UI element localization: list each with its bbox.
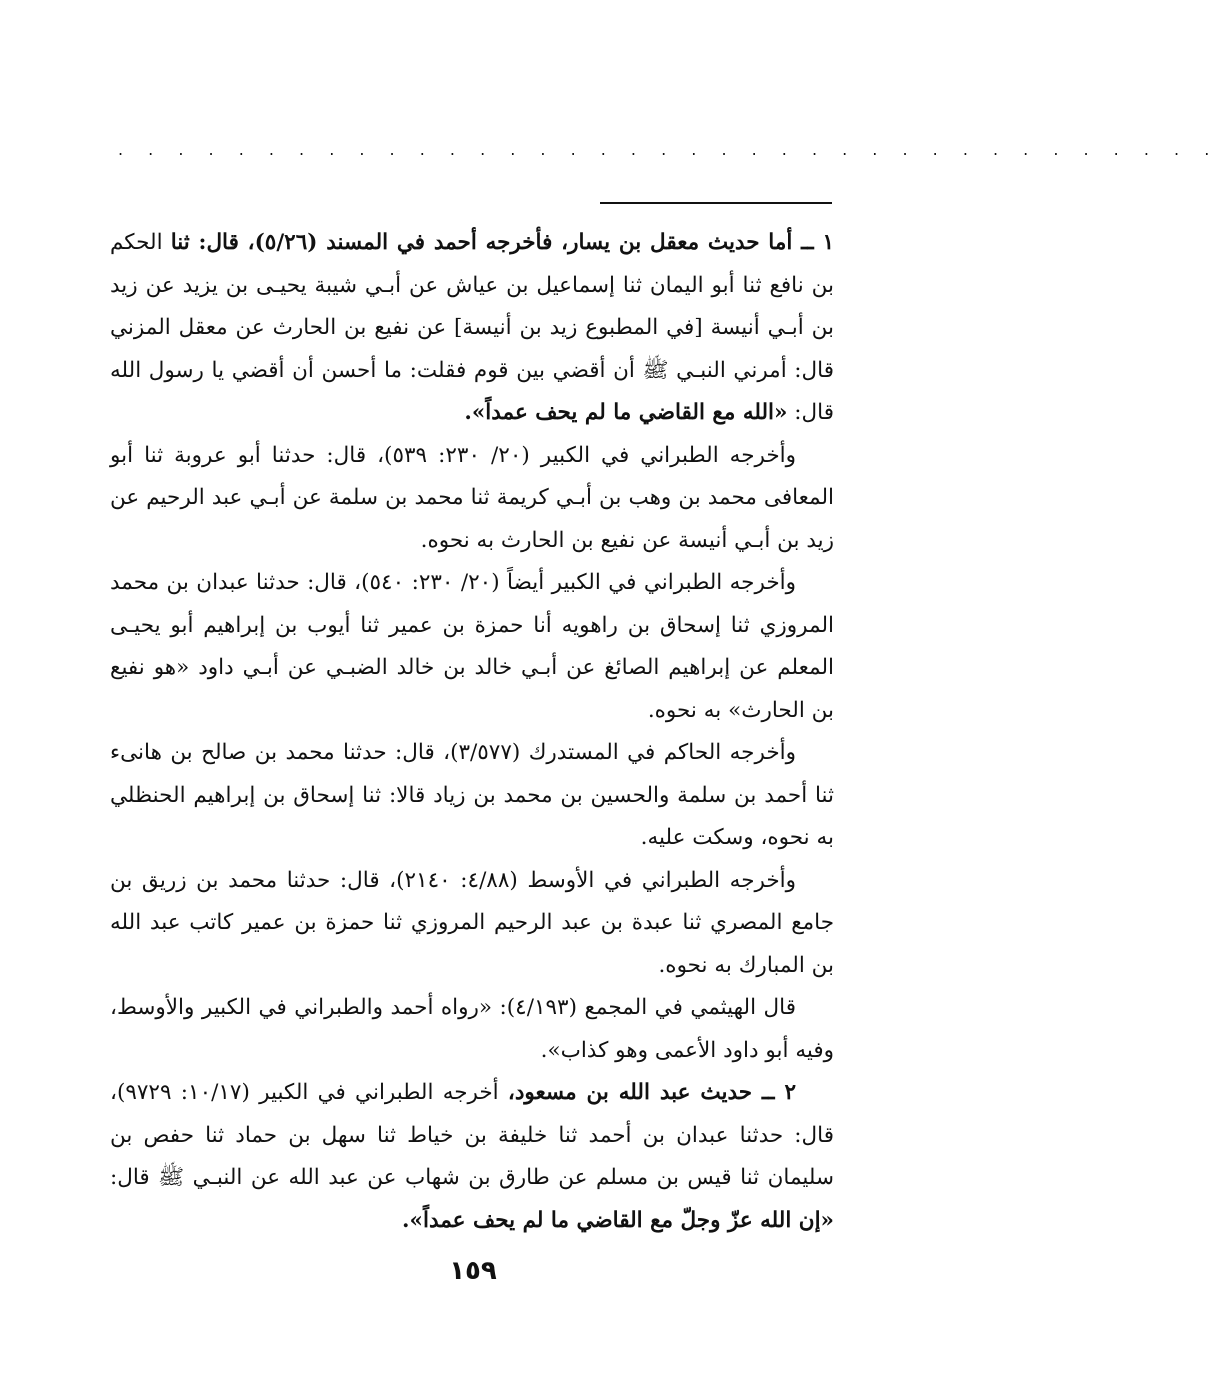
paragraph-4: وأخرجه الحاكم في المستدرك (٣/٥٧٧)، قال: حدثنا محمد بن صالح بن هانىء ثنا أحمد بن سلمة والحسين بن محمد بن زياد قالا: ثنا إسحاق بن إبراهيم الحنظلي به نحوه، وسكت عليه. [110, 740, 834, 850]
paragraph-5: وأخرجه الطبراني في الأوسط (٤/٨٨: ٢١٤٠)، قال: حدثنا محمد بن زريق بن جامع المصري ثنا عبدة بن عبد الرحيم المروزي ثنا حمزة بن عمير كاتب عبد الله بن المبارك به نحوه. [110, 867, 834, 978]
page-number: ١٥٩ [449, 1256, 497, 1286]
paragraph-7-body: أخرجه الطبراني في الكبير (١٠/١٧: ٩٧٢٩)، قال: حدثنا عبدان بن أحمد ثنا خليفة بن خياط ثنا سهل بن حماد ثنا حفص بن سليمان ثنا قيس بن مسلم عن طارق بن شهاب عن عبد الله عن النبـي ﷺ قال: [110, 1080, 834, 1190]
paragraph-7-lead: ٢ ــ حديث عبد الله بن مسعود، [507, 1080, 796, 1105]
paragraph-7 [110, 1072, 834, 1242]
paragraph-7-hadith-quote: «إن الله عزّ وجلّ مع القاضي ما لم يحف عمداً». [402, 1207, 834, 1233]
footnotes-body [110, 222, 834, 1242]
paragraph-1-body: الحكم بن نافع ثنا أبو اليمان ثنا إسماعيل بن عياش عن أبـي شيبة يحيـى بن يزيد عن زيد بن أبـي أنيسة [في المطبوع زيد بن أنيسة] عن نفيع بن الحارث عن معقل المزني قال: أمرني النبـي ﷺ أن أقضي بين قوم فقلت: ما أحسن أن أقضي يا رسول الله قال: [110, 230, 834, 425]
footnote-divider-line [600, 202, 832, 204]
paragraph-2: وأخرجه الطبراني في الكبير (٢٠/ ٢٣٠: ٥٣٩)، قال: حدثنا أبو عروبة ثنا أبو المعافى محمد بن وهب بن أبـي كريمة ثنا محمد بن سلمة عن أبـي عبد الرحيم عن زيد بن أبـي أنيسة عن نفيع بن الحارث به نحوه. [110, 442, 834, 553]
dotted-separator: . . . . . . . . . . . . . . . . . . . . . . . . . . . . . . . . . . . . . [118, 140, 1219, 159]
paragraph-6: قال الهيثمي في المجمع (٤/١٩٣): «رواه أحمد والطبراني في الكبير والأوسط، وفيه أبو داود الأعمى وهو كذاب». [110, 995, 834, 1063]
paragraph-3: وأخرجه الطبراني في الكبير أيضاً (٢٠/ ٢٣٠: ٥٤٠)، قال: حدثنا عبدان بن محمد المروزي ثنا إسحاق بن راهويه أنا حمزة بن عمير ثنا أيوب بن إبراهيم أبو يحيـى المعلم عن إبراهيم الصائغ عن أبـي خالد بن خالد الضبـي عن أبـي داود «هو نفيع بن الحارث» به نحوه. [110, 570, 834, 723]
paragraph-1-hadith-quote: «الله مع القاضي ما لم يحف عمداً». [464, 400, 788, 425]
paragraph-1 [110, 222, 834, 435]
paragraph-1-lead: ١ ــ أما حديث معقل بن يسار، فأخرجه أحمد في المسند (٥/٢٦)، قال: ثنا [170, 230, 834, 255]
